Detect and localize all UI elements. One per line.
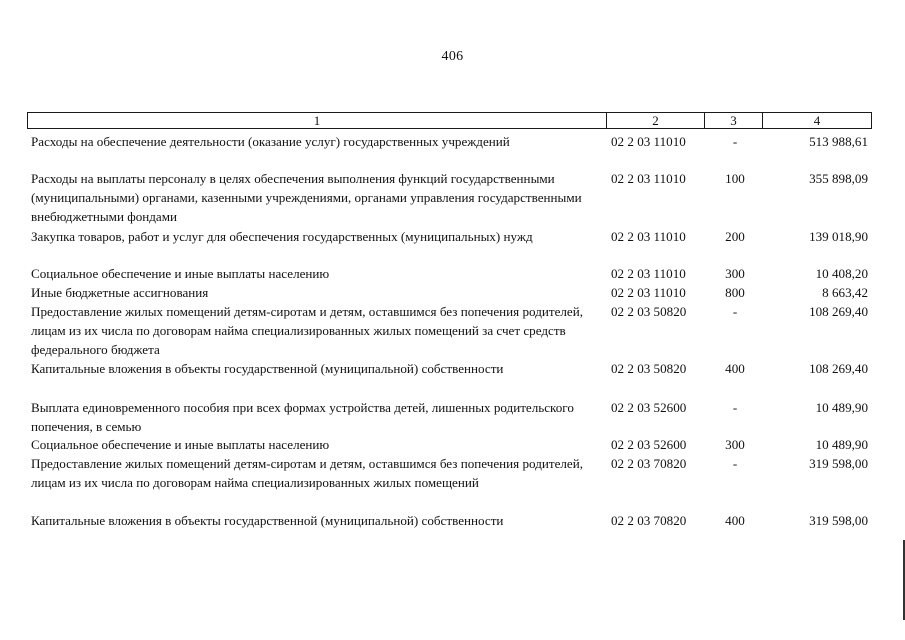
row-name: Социальное обеспечение и иные выплаты населению	[31, 437, 330, 452]
row-name: Капитальные вложения в объекты государственной (муниципальной) собственности	[31, 513, 504, 528]
row-type: -	[732, 400, 738, 415]
row-code: 02 2 03 52600	[611, 400, 687, 415]
row-sum: 8 663,42	[822, 285, 868, 300]
row-code: 02 2 03 11010	[611, 266, 686, 281]
row-name: Капитальные вложения в объекты государственной (муниципальной) собственности	[31, 361, 504, 376]
row-code: 02 2 03 50820	[611, 361, 687, 376]
row-type: -	[732, 134, 738, 149]
row-sum: 10 489,90	[815, 400, 868, 415]
row-name: Расходы на выплаты персоналу в целях обеспечения выполнения функций государственными (муниципальными) органами, казенными учреждениями, органами управления государственными внебюджетными фондами	[31, 171, 582, 224]
page-number: 406	[441, 49, 464, 64]
row-type: -	[732, 456, 738, 471]
row-sum: 319 598,00	[809, 456, 868, 471]
header-cell-4: 4	[813, 113, 821, 128]
row-sum: 108 269,40	[809, 361, 868, 376]
row-type: -	[732, 304, 738, 319]
row-code: 02 2 03 50820	[611, 304, 687, 319]
row-code: 02 2 03 70820	[611, 456, 687, 471]
row-type: 200	[725, 229, 745, 244]
row-code: 02 2 03 11010	[611, 134, 686, 149]
row-name: Социальное обеспечение и иные выплаты населению	[31, 266, 330, 281]
row-sum: 139 018,90	[809, 229, 868, 244]
row-code: 02 2 03 70820	[611, 513, 687, 528]
header-cell-2: 2	[607, 113, 705, 128]
row-code: 02 2 03 11010	[611, 285, 686, 300]
row-sum: 355 898,09	[809, 171, 868, 186]
row-type: 400	[725, 513, 745, 528]
table-header	[27, 112, 872, 129]
row-sum: 10 489,90	[815, 437, 868, 452]
row-sum: 319 598,00	[809, 513, 868, 528]
row-name: Иные бюджетные ассигнования	[31, 285, 209, 300]
row-name: Закупка товаров, работ и услуг для обеспечения государственных (муниципальных) нужд	[31, 229, 533, 244]
row-sum: 10 408,20	[815, 266, 868, 281]
header-cell-1: 1	[28, 113, 607, 128]
row-name: Расходы на обеспечение деятельности (оказание услуг) государственных учреждений	[31, 134, 510, 149]
row-type: 300	[725, 437, 745, 452]
row-type: 300	[725, 266, 745, 281]
row-code: 02 2 03 52600	[611, 437, 687, 452]
row-type: 400	[725, 361, 745, 376]
row-type: 800	[725, 285, 745, 300]
row-name: Предоставление жилых помещений детям-сиротам и детям, оставшимся без попечения родителей, лицам из их числа по договорам найма специализированных жилых помещений	[31, 456, 584, 490]
row-code: 02 2 03 11010	[611, 171, 686, 186]
row-type: 100	[725, 171, 745, 186]
row-name: Выплата единовременного пособия при всех формах устройства детей, лишенных родительского попечения, в семью	[31, 400, 574, 434]
row-name: Предоставление жилых помещений детям-сиротам и детям, оставшимся без попечения родителей, лицам из их числа по договорам найма специализированных жилых помещений за счет средств федерального бюджета	[31, 304, 584, 357]
row-sum: 513 988,61	[809, 134, 868, 149]
row-code: 02 2 03 11010	[611, 229, 686, 244]
header-cell-3: 3	[705, 113, 763, 128]
row-sum: 108 269,40	[809, 304, 868, 319]
